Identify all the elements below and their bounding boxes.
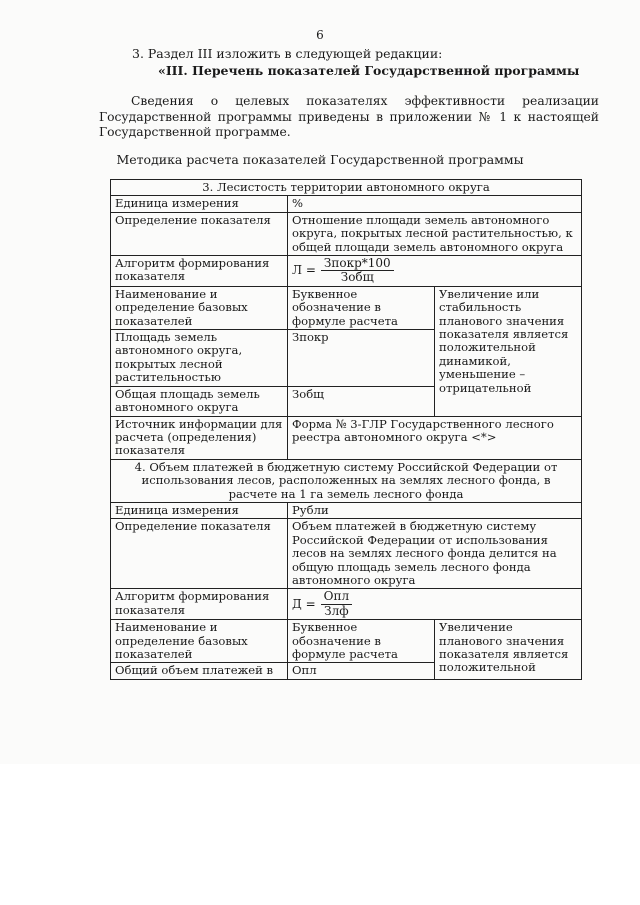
table-row [111,459,582,502]
base-symbol: Зобщ [288,386,435,416]
unit-label: Единица измерения [111,196,288,212]
formula-numerator: Опл [321,590,352,604]
base-label: Наименование и определение базовых показателей [111,620,288,663]
formula-cell [288,589,582,620]
table-row [111,620,582,663]
base-name: Общий объем платежей в [111,663,288,679]
table-row [111,589,582,620]
formula-lhs: Л = [292,263,316,278]
table-row [111,502,582,518]
section-heading: «III. Перечень показателей Государственной программы [158,63,580,78]
algorithm-label: Алгоритм формирования показателя [111,256,288,287]
trend-text: Увеличение или стабильность планового значения показателя является положительной динамикой, уменьшение – отрицательной [435,286,582,416]
formula-lhs: Д = [292,596,316,611]
table-row [111,196,582,212]
base-name: Площадь земель автономного округа, покрытых лесной растительностью [111,330,288,387]
definition-value: Отношение площади земель автономного округа, покрытых лесной растительностью, к общей площади земель автономного округа [288,212,582,255]
table-row [111,416,582,459]
table-row [111,212,582,255]
letter-label: Буквенное обозначение в формуле расчета [288,286,435,329]
page-number: 6 [316,28,324,42]
indicator4-title: 4. Объем платежей в бюджетную систему Российской Федерации от использования лесов, расположенных на землях лесного фонда, в расчете на 1 га земель лесного фонда [111,459,582,502]
table-row [111,286,582,329]
source-value: Форма № 3-ГЛР Государственного лесного реестра автономного округа <*> [288,416,582,459]
table-row [111,519,582,589]
formula [292,590,352,618]
trend-text: Увеличение планового значения показателя является положительной [435,620,582,680]
definition-value: Объем платежей в бюджетную систему Российской Федерации от использования лесов на землях лесного фонда делится на общую площадь земель лесного фонда автономного округа [288,519,582,589]
base-name: Общая площадь земель автономного округа [111,386,288,416]
table-row [111,256,582,287]
definition-label: Определение показателя [111,212,288,255]
algorithm-label: Алгоритм формирования показателя [111,589,288,620]
indicators-table [110,179,582,680]
unit-value: % [288,196,582,212]
unit-label: Единица измерения [111,502,288,518]
base-symbol: Опл [288,663,435,679]
indicator3-title: 3. Лесистость территории автономного округа [111,180,582,196]
table-row [111,180,582,196]
base-symbol: Зпокр [288,330,435,387]
intro-paragraph: Сведения о целевых показателях эффективности реализации Государственной программы приведены в приложении № 1 к настоящей Государственной программе. [99,94,599,139]
formula [292,257,394,285]
letter-label: Буквенное обозначение в формуле расчета [288,620,435,663]
base-label: Наименование и определение базовых показателей [111,286,288,329]
method-title: Методика расчета показателей Государственной программы [116,152,524,167]
unit-value: Рубли [288,502,582,518]
formula-cell [288,256,582,287]
formula-denominator: Злф [324,603,349,618]
formula-numerator: Зпокр*100 [321,257,394,271]
blank-area [0,764,640,905]
definition-label: Определение показателя [111,519,288,589]
formula-denominator: Зобщ [340,270,374,285]
source-label: Источник информации для расчета (определения) показателя [111,416,288,459]
intro-line: 3. Раздел III изложить в следующей редакции: [132,46,443,61]
